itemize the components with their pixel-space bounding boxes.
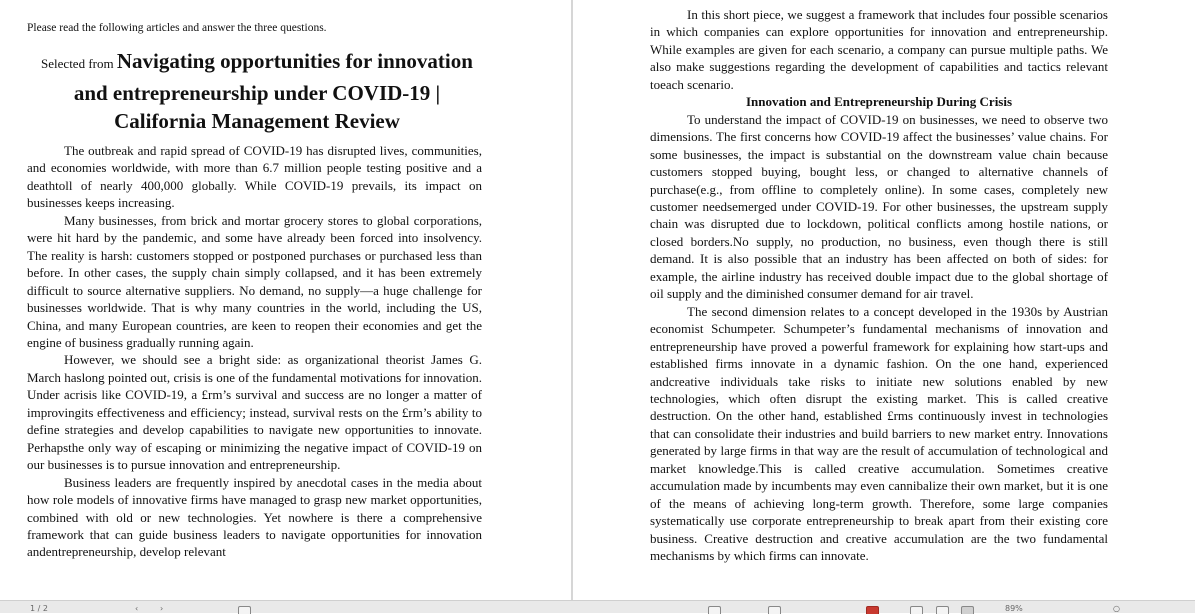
left-body [27, 142, 482, 561]
instructions-text: Please read the following articles and answer the three questions. [27, 22, 327, 34]
paragraph: The outbreak and rapid spread of COVID-19 has disrupted lives, communities, and economies worldwide, with more than 6.7 million people testing positive and a deathtoll of nearly 400,000 globally. While COVID-19 prevails, its impact on businesses keeps increasing. [27, 143, 482, 211]
article-title [27, 47, 487, 136]
paragraph: However, we should see a bright side: as organizational theorist James G. March haslong pointed out, crisis is one of the fundamental motivations for innovation. Under acrisis like COVID-19, a £rm’s survival and success are no longer a matter of improvingits effectiveness and efficiency; instead, survival rests on the £rm’s ability to define strategies and develop capabilities to navigate new opportunities to innovate. Perhapsthe only way of escaping or minimizing the negative impact of COVID-19 on our businesses is to pursue innovation and entrepreneurship. [27, 352, 482, 473]
pdf-export-icon[interactable] [866, 606, 879, 614]
single-page-icon[interactable] [961, 606, 974, 614]
selected-from-label: Selected from [41, 56, 117, 71]
right-body [650, 6, 1108, 565]
left-page [0, 0, 570, 600]
zoom-out-icon[interactable] [768, 606, 781, 614]
section-heading: Innovation and Entrepreneurship During Crisis [745, 94, 1013, 110]
zoom-in-icon[interactable]: ○ [1113, 604, 1120, 613]
zoom-level[interactable]: 89% [1005, 604, 1023, 613]
paragraph: In this short piece, we suggest a framework that includes four possible scenarios in which companies can explore opportunities for innovation and entrepreneurship. While examples are given for each scenario, a company can pursue multiple paths. We also make suggestions regarding the development of capabilities and tactics relevant toeach scenario. [650, 7, 1108, 92]
paragraph: The second dimension relates to a concept developed in the 1930s by Austrian economist Schumpeter. Schumpeter’s fundamental mechanisms of innovation and entrepreneurship have proved a powerful framework for explaining how start-ups and established firms innovate in a dynamic fashion. On the one hand, experienced andcreative individuals take risks to initiate new solutions enabled by new technologies, which often disrupt the existing market. This is called creative destruction. On the other hand, established £rms continuously invest in technologies that can consolidate their industries and build barriers to new market entry. Innovations generated by large firms in that way are the result of accumulation of technological and market knowledge.This is called creative accumulation. Sometimes creative accumulation made by incumbents may even cannibalize their own market, but it is one of the means of achieving long-term growth. Therefore, some large companies systematically use corporate entrepreneurship to break apart from their existing core business. Creative destruction and creative accumulation are the two fundamental mechanisms by which firms can innovate. [650, 303, 1108, 564]
page-divider [571, 0, 573, 600]
comment-icon[interactable] [708, 606, 721, 614]
page-indicator[interactable]: 1 / 2 [30, 604, 48, 613]
previous-page-icon[interactable]: ‹ [135, 604, 139, 613]
paragraph: Business leaders are frequently inspired by anecdotal cases in the media about how role models of innovative firms have managed to grasp new market opportunities, combined with old or new technologies. Yet nowhere is there a comprehensive framework that can guide business leaders to navigate opportunities for innovation andentrepreneurship, develop relevant [27, 474, 482, 560]
paragraph: To understand the impact of COVID-19 on businesses, we need to observe two dimensions. The first concerns how COVID-19 affect the businesses’ value chains. For some businesses, the impact is substantial on the downstream value chain because customers stopped buying, bought less, or changed to alternative channels of purchase(e.g., from offline to completely online). In some cases, completely new customer needsemerged under COVID-19. For other businesses, the upstream supply chain was disrupted due to lockdown, political conflicts among hostile nations, or closed borders.No supply, no production, no business, even though there is still demand. It is also possible that an industry has been affected on both of sides: for example, the airline industry has received double impact due to the global shortage of oil supply and the diminished consumer demand for air travel. [650, 111, 1108, 302]
right-page [574, 0, 1195, 600]
next-page-icon[interactable]: › [160, 604, 164, 613]
viewer-toolbar [0, 600, 1195, 613]
copy-icon[interactable] [910, 606, 923, 614]
print-icon[interactable] [936, 606, 949, 614]
fit-width-icon[interactable] [238, 606, 251, 614]
paragraph: Many businesses, from brick and mortar grocery stores to global corporations, were hit hard by the pandemic, and some have already been forced into insolvency. The reality is harsh: customers stopped or postponed purchases or purchased less than before. In other cases, the supply chain simply collapsed, and it has been extremely difficult to source alternative suppliers. No demand, no supply—a huge challenge for businesses worldwide. That is why many countries in the world, including the US, China, and many European countries, are keen to reopen their economies and get the engine of business gradually running again. [27, 212, 482, 350]
article-title-text: Navigating opportunities for innovation and entrepreneurship under COVID-19 | California Management Review [73, 49, 473, 133]
